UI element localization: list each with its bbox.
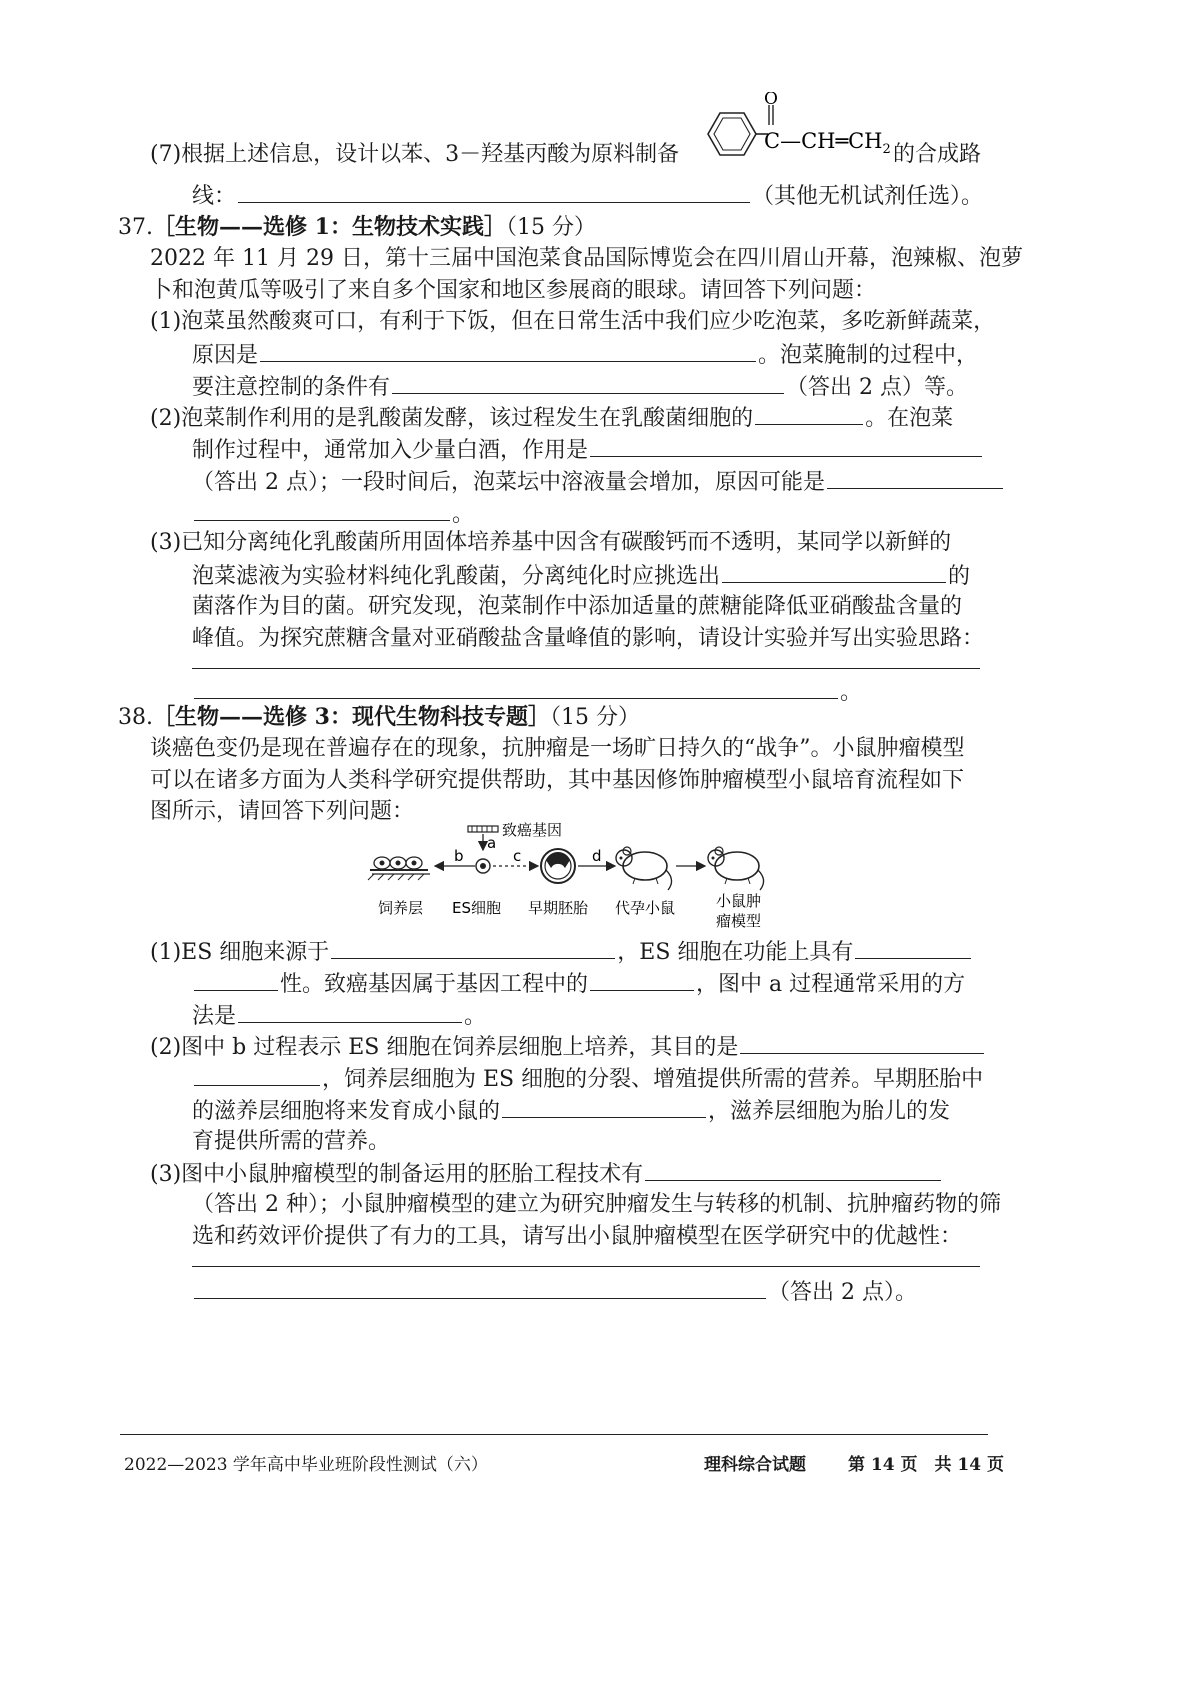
tumor-model-flow-diagram — [360, 818, 790, 940]
label-feeder-layer: 饲养层 — [378, 899, 424, 917]
q7-line2: 线： （其他无机试剂任选）。 — [192, 180, 983, 212]
carbonyl-oxygen: O — [764, 92, 778, 109]
q37-p3-line2: 泡菜滤液为实验材料纯化乳酸菌，分离纯化时应挑选出 的 — [192, 560, 970, 592]
q37-p2-line4: 。 — [192, 498, 474, 530]
q37-p2-blank-liquor[interactable] — [590, 434, 982, 457]
q37-p1-line2: 原因是 。泡菜腌制的过程中， — [192, 339, 978, 371]
q38-p3-answer-line-1[interactable] — [192, 1266, 980, 1267]
q37-intro-1: 2022 年 11 月 29 日，第十三届中国泡菜食品国际博览会在四川眉山开幕，泡辣椒、泡萝 — [150, 246, 1023, 271]
surrogate-mouse-icon — [616, 847, 672, 890]
q37-p3-line6: 。 — [192, 676, 862, 708]
q37-p3-blank-colony[interactable] — [722, 560, 946, 583]
q7-answer-blank[interactable] — [238, 180, 750, 203]
q38-title: 38.［生物——选修 3：现代生物科技专题］（15 分） — [118, 704, 640, 730]
es-cell-icon — [476, 859, 490, 873]
q37-title-bracket: ［生物——选修 1：生物技术实践］ — [153, 214, 506, 240]
q38-intro-2: 可以在诸多方面为人类科学研究提供帮助，其中基因修饰肿瘤模型小鼠培育流程如下 — [150, 768, 965, 793]
oncogene-symbol — [468, 826, 498, 832]
q38-p1-blank-function-cont[interactable] — [194, 968, 278, 991]
q38-intro-1: 谈癌色变仍是现在普遍存在的现象，抗肿瘤是一场旷日持久的“战争”。小鼠肿瘤模型 — [150, 736, 965, 761]
tumor-model-mouse-icon — [708, 847, 764, 890]
q38-p3-line2: （答出 2 种）；小鼠肿瘤模型的建立为研究肿瘤发生与转移的机制、抗肿瘤药物的筛 — [192, 1192, 1001, 1217]
q38-p2-line4: 育提供所需的营养。 — [192, 1129, 391, 1154]
q38-intro-3: 图所示，请回答下列问题： — [150, 799, 415, 824]
q37-p2-line1: (2)泡菜制作利用的是乳酸菌发酵，该过程发生在乳酸菌细胞的 。在泡菜 — [150, 402, 953, 434]
q37-p1-line1: (1)泡菜虽然酸爽可口，有利于下饭，但在日常生活中我们应少吃泡菜，多吃新鲜蔬菜， — [150, 309, 996, 334]
q37-p1-blank-reason[interactable] — [260, 339, 756, 362]
q37-p3-line4: 峰值。为探究蔗糖含量对亚硝酸盐含量峰值的影响，请设计实验并写出实验思路： — [192, 626, 985, 651]
q38-p3-line5: （答出 2 点）。 — [192, 1276, 917, 1308]
q37-p3-line1: (3)已知分离纯化乳酸菌所用固体培养基中因含有碳酸钙而不透明，某同学以新鲜的 — [150, 530, 952, 555]
footer-subject: 理科综合试题 — [704, 1455, 806, 1475]
q38-p3-blank-techniques[interactable] — [645, 1158, 941, 1181]
q38-p3-line3: 选和药效评价提供了有力的工具，请写出小鼠肿瘤模型在医学研究中的优越性： — [192, 1224, 963, 1249]
q37-p2-blank-volume-cont[interactable] — [194, 498, 450, 521]
q38-p2-line3: 的滋养层细胞将来发育成小鼠的 ，滋养层细胞为胎儿的发 — [192, 1095, 950, 1127]
label-early-embryo: 早期胚胎 — [528, 899, 589, 917]
q37-p3-line3: 菌落作为目的菌。研究发现，泡菜制作中添加适量的蔗糖能降低亚硝酸盐含量的 — [192, 594, 963, 619]
q38-p1-line1: (1)ES 细胞来源于 ，ES 细胞在功能上具有 — [150, 936, 973, 968]
q38-p1-blank-function[interactable] — [855, 936, 971, 959]
label-b: b — [454, 847, 464, 865]
q37-p3-answer-line-2[interactable] — [194, 676, 838, 699]
q37-p2-line3: （答出 2 点）；一段时间后，泡菜坛中溶液量会增加，原因可能是 — [192, 466, 1005, 498]
footer-exam-title: 2022—2023 学年高中毕业班阶段性测试（六） — [124, 1455, 488, 1475]
q38-p3-answer-line-2[interactable] — [194, 1276, 766, 1299]
q37-p2-line2: 制作过程中，通常加入少量白酒，作用是 — [192, 434, 984, 466]
label-model-line1: 小鼠肿 — [716, 892, 762, 910]
q38-p1-line2: 性。致癌基因属于基因工程中的 ，图中 a 过程通常采用的方 — [192, 968, 965, 1000]
q38-p2-blank-trophoblast[interactable] — [502, 1095, 706, 1118]
label-surrogate-mouse: 代孕小鼠 — [615, 899, 676, 917]
formula-text: $C—CH═CH_2$ — [764, 129, 891, 157]
q7-line1-suffix: 的合成路 — [893, 142, 982, 167]
feeder-layer-icon — [368, 857, 430, 880]
label-a: a — [487, 834, 497, 852]
oncogene-label: 致癌基因 — [502, 821, 563, 839]
q37-title: 37.［生物——选修 1：生物技术实践］（15 分） — [118, 214, 596, 240]
label-d: d — [592, 847, 602, 865]
q38-title-bracket: ［生物——选修 3：现代生物科技专题］ — [153, 704, 550, 730]
footer-divider — [120, 1434, 988, 1435]
q38-p2-line2: ，饲养层细胞为 ES 细胞的分裂、增殖提供所需的营养。早期胚胎中 — [192, 1063, 983, 1095]
q37-p2-blank-location[interactable] — [755, 402, 863, 425]
q38-p1-line3: 法是 。 — [192, 1000, 486, 1032]
footer-page-number: 第 14 页 共 14 页 — [848, 1455, 1004, 1475]
label-es-cell: ES细胞 — [452, 899, 501, 917]
q38-p1-blank-source[interactable] — [331, 936, 615, 959]
q38-p2-blank-purpose-cont[interactable] — [194, 1063, 320, 1086]
q7-line1-prefix: (7)根据上述信息，设计以苯、3－羟基丙酸为原料制备 — [150, 142, 680, 167]
q37-p2-blank-volume[interactable] — [827, 466, 1003, 489]
q38-p1-blank-gene-role[interactable] — [590, 968, 694, 991]
acryloylbenzene-structure — [688, 92, 893, 172]
q38-p2-blank-purpose[interactable] — [740, 1031, 984, 1054]
q37-p1-line3: 要注意控制的条件有 （答出 2 点）等。 — [192, 371, 968, 403]
label-model-line2: 瘤模型 — [716, 912, 762, 930]
q37-p3-answer-line-1[interactable] — [192, 668, 980, 669]
label-c: c — [513, 847, 522, 865]
q7-line1 — [150, 140, 679, 170]
q38-p3-line1: (3)图中小鼠肿瘤模型的制备运用的胚胎工程技术有 — [150, 1158, 943, 1190]
q38-p1-blank-method[interactable] — [238, 1000, 462, 1023]
q38-p2-line1: (2)图中 b 过程表示 ES 细胞在饲养层细胞上培养，其目的是 — [150, 1031, 986, 1063]
early-embryo-icon — [541, 849, 575, 883]
q37-p1-blank-conditions[interactable] — [392, 371, 784, 394]
q37-intro-2: 卜和泡黄瓜等吸引了来自多个国家和地区参展商的眼球。请回答下列问题： — [150, 278, 877, 303]
